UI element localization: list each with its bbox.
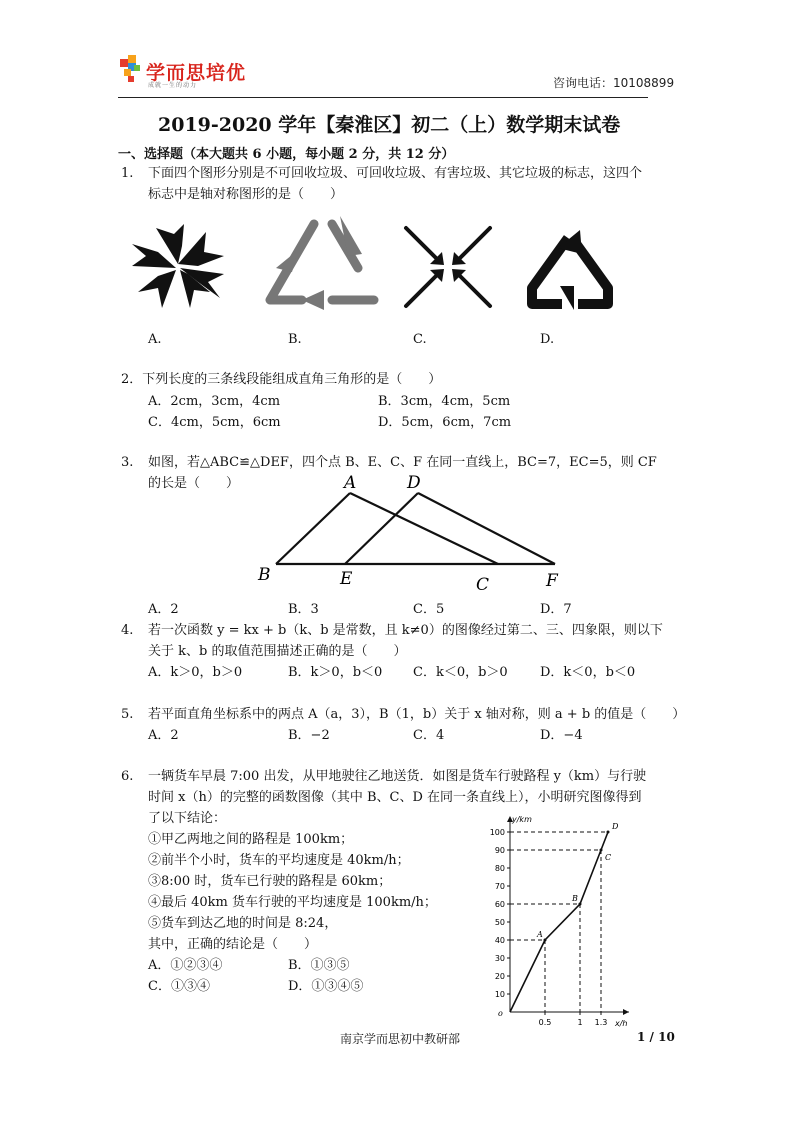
page-number: 1 / 10 <box>637 1030 675 1044</box>
q1-number: 1. <box>121 166 134 181</box>
q6-line3: 了以下结论： <box>148 811 227 826</box>
q1-option-c[interactable]: C. <box>413 332 427 347</box>
distance-time-chart <box>480 812 670 1030</box>
x-axis-label: x/h <box>615 1019 628 1028</box>
q3-line2: 的长是（ ） <box>148 476 240 491</box>
y-tick-label: 40 <box>494 936 505 945</box>
non-recyclable-symbol <box>128 222 228 312</box>
q5-line1: 若平面直角坐标系中的两点 A（a，3），B（1，b）关于 x 轴对称，则 a + b 的值是（ ） <box>148 707 686 722</box>
point-label: A <box>537 930 543 939</box>
q4-option-c[interactable]: C．k＜0，b＞0 <box>413 665 508 680</box>
x-axis-arrow-icon <box>623 1009 629 1015</box>
point-label-b: B <box>258 565 271 585</box>
q5-option-d[interactable]: D．−4 <box>540 728 583 743</box>
y-tick-label: 20 <box>494 972 505 981</box>
recyclable-symbol <box>262 210 382 316</box>
data-point <box>607 831 610 834</box>
q4-number: 4. <box>121 623 134 638</box>
logo-slogan: 成就一生的动力 <box>148 82 198 89</box>
point-label: D <box>612 822 619 831</box>
x-tick-label: 0.5 <box>538 1018 552 1027</box>
point-label-e: E <box>340 569 353 589</box>
q6-statement-5: ⑤货车到达乙地的时间是 8:24， <box>148 916 338 931</box>
point-label-f: F <box>546 571 558 591</box>
q3-line1: 如图，若△ABC≌△DEF，四个点 B、E、C、F 在同一直线上，BC=7，EC=5，则 CF <box>148 455 657 470</box>
q1-option-b[interactable]: B. <box>288 332 302 347</box>
q6-line2: 时间 x（h）的完整的函数图像（其中 B、C、D 在同一条直线上），小明研究图像得到 <box>148 790 642 805</box>
y-tick-label: 90 <box>494 846 505 855</box>
q3-option-b[interactable]: B．3 <box>288 602 319 617</box>
point-label-a: A <box>344 473 357 493</box>
phone-number: 咨询电话：10108899 <box>553 76 675 90</box>
q6-statement-2: ②前半个小时，货车的平均速度是 40km/h； <box>148 853 410 868</box>
q5-option-c[interactable]: C．4 <box>413 728 445 743</box>
q5-number: 5. <box>121 707 134 722</box>
q3-option-d[interactable]: D．7 <box>540 602 572 617</box>
y-tick-label: 30 <box>494 954 505 963</box>
q5-option-a[interactable]: A．2 <box>148 728 179 743</box>
header-divider <box>118 97 648 98</box>
y-tick-label: 60 <box>494 900 505 909</box>
logo-mark-icon <box>120 55 142 85</box>
y-tick-label: 50 <box>494 918 505 927</box>
y-tick-label: 70 <box>494 882 505 891</box>
q4-option-a[interactable]: A．k＞0，b＞0 <box>148 665 243 680</box>
q2-option-b[interactable]: B．3cm，4cm，5cm <box>378 394 511 409</box>
other-waste-symbol <box>522 226 618 316</box>
q6-line1: 一辆货车早晨 7:00 出发，从甲地驶往乙地送货．如图是货车行驶路程 y（km）与行驶 <box>148 769 647 784</box>
series-line <box>510 832 608 1012</box>
q6-statement-3: ③8:00 时，货车已行驶的路程是 60km； <box>148 874 392 889</box>
q2-stem: 2．下列长度的三条线段能组成直角三角形的是（ ） <box>121 372 442 387</box>
data-point <box>544 939 547 942</box>
point-label-d: D <box>407 473 421 493</box>
point-label: C <box>605 853 612 862</box>
q1-option-a[interactable]: A. <box>148 332 162 347</box>
q2-option-d[interactable]: D．5cm，6cm，7cm <box>378 415 512 430</box>
q4-line1: 若一次函数 y = kx + b（k、b 是常数，且 k≠0）的图像经过第二、三、四象限，则以下 <box>148 623 663 638</box>
data-point <box>600 849 603 852</box>
point-label-c: C <box>476 575 490 595</box>
section-heading: 一、选择题（本大题共 6 小题，每小题 2 分，共 12 分） <box>118 147 455 162</box>
q2-option-c[interactable]: C．4cm，5cm，6cm <box>148 415 281 430</box>
q6-statement-1: ①甲乙两地之间的路程是 100km； <box>148 832 354 847</box>
y-axis-label: y/km <box>512 815 532 824</box>
hazardous-symbol <box>400 222 496 312</box>
page-title: 2019-2020 学年【秦淮区】初二（上）数学期末试卷 <box>158 114 621 136</box>
data-point <box>579 903 582 906</box>
q1-line2: 标志中是轴对称图形的是（ ） <box>148 187 344 202</box>
q6-option-b[interactable]: B．①③⑤ <box>288 958 350 973</box>
footer-dept: 南京学而思初中教研部 <box>340 1032 461 1046</box>
q6-option-c[interactable]: C．①③④ <box>148 979 210 994</box>
q6-number: 6. <box>121 769 134 784</box>
q4-option-d[interactable]: D．k＜0，b＜0 <box>540 665 636 680</box>
x-tick-label: 1.3 <box>594 1018 608 1027</box>
y-tick-label: 10 <box>494 990 505 999</box>
point-label: B <box>572 894 578 903</box>
q5-option-b[interactable]: B．−2 <box>288 728 330 743</box>
q3-option-a[interactable]: A．2 <box>148 602 179 617</box>
x-tick-label: 1 <box>577 1018 583 1027</box>
y-tick-label: 80 <box>494 864 505 873</box>
q2-option-a[interactable]: A．2cm，3cm，4cm <box>148 394 281 409</box>
q6-option-d[interactable]: D．①③④⑤ <box>288 979 364 994</box>
origin-label: o <box>498 1009 503 1018</box>
q3-option-c[interactable]: C．5 <box>413 602 445 617</box>
q1-option-d[interactable]: D. <box>540 332 555 347</box>
triangle-figure <box>250 470 580 598</box>
q6-option-a[interactable]: A．①②③④ <box>148 958 223 973</box>
q1-line1: 下面四个图形分别是不可回收垃圾、可回收垃圾、有害垃圾、其它垃圾的标志，这四个 <box>148 166 643 181</box>
logo <box>120 55 255 87</box>
q4-option-b[interactable]: B．k＞0，b＜0 <box>288 665 383 680</box>
q3-number: 3. <box>121 455 134 470</box>
y-tick-label: 100 <box>489 828 505 837</box>
q6-statement-4: ④最后 40km 货车行驶的平均速度是 100km/h； <box>148 895 437 910</box>
logo-text: 学而思培优 <box>146 62 247 84</box>
q4-line2: 关于 k、b 的取值范围描述正确的是（ ） <box>148 644 407 659</box>
q6-ask: 其中，正确的结论是（ ） <box>148 937 318 952</box>
